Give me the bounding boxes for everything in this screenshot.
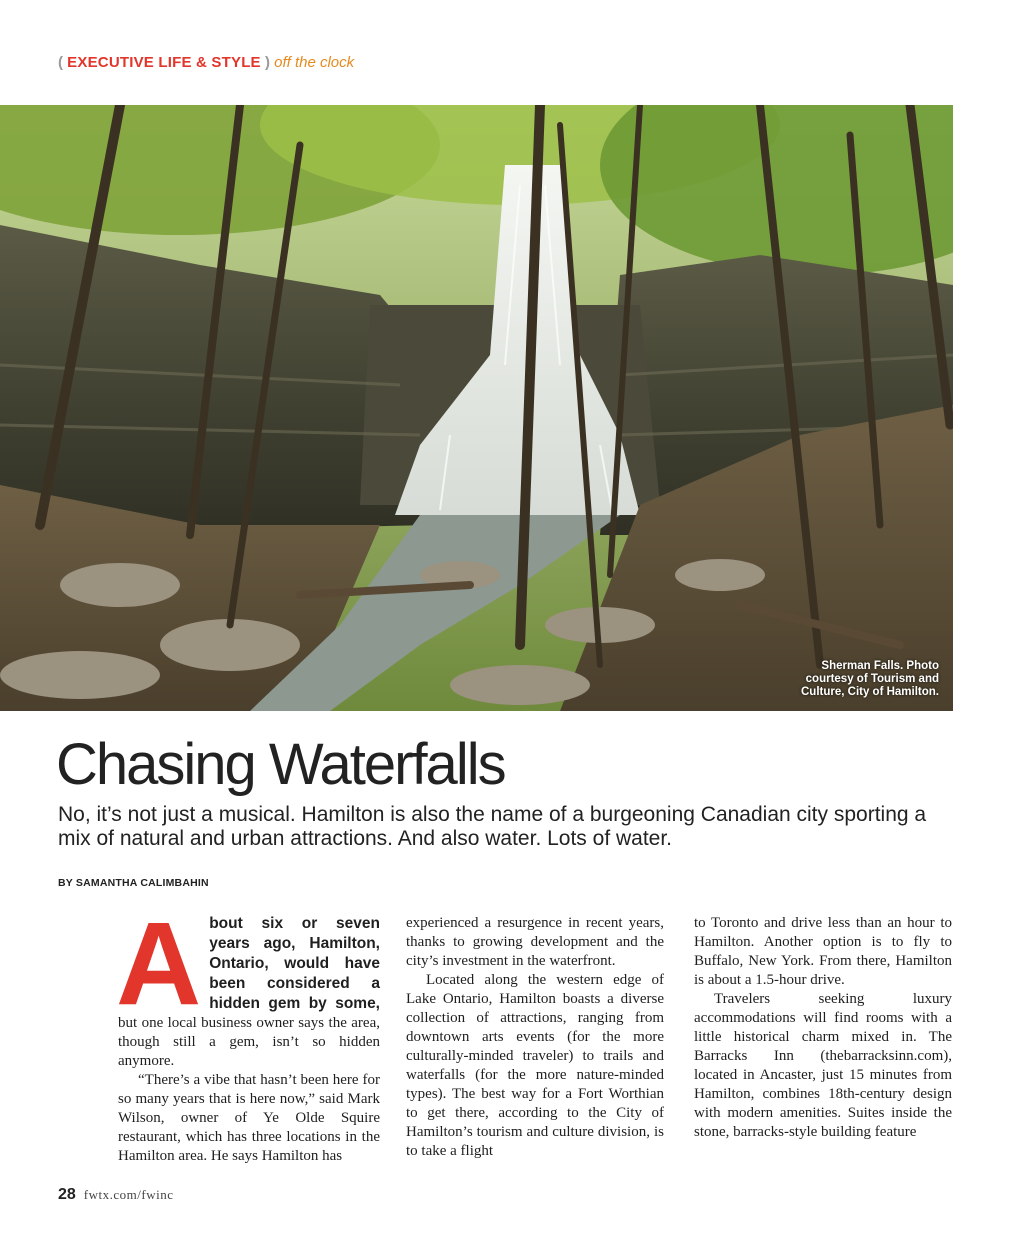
waterfall-photo <box>0 105 953 711</box>
subsection-name: off the clock <box>274 54 355 71</box>
article-paragraph: Travelers seeking luxury accommodations will find rooms with a little historical charm mixed in. The Barracks Inn (thebarracksinn.com), located in Ancaster, just 15 minutes from Hamilton, combines 18th-century design with modern amenities. Suites inside the stone, barracks-style building feature <box>694 991 952 1140</box>
section-tag <box>58 54 354 71</box>
section-name: EXECUTIVE LIFE & STYLE <box>67 54 261 71</box>
article-column-3 <box>694 914 952 1142</box>
site-url: fwtx.com/fwinc <box>83 1187 174 1202</box>
article-paragraph <box>116 898 380 1071</box>
page-number: 28 <box>58 1186 76 1203</box>
article-column-1 <box>116 898 380 1166</box>
article-paragraph: “There’s a vibe that hasn’t been here for so many years that is here now,” said Mark Wilson, owner of Ye Olde Squire restaurant, which has three locations in the Hamilton area. He says Hamilton has <box>118 1072 380 1164</box>
article-column-2 <box>406 914 664 1161</box>
article-paragraph: experienced a resurgence in recent years, thanks to growing development and the city’s investment in the waterfront. <box>406 915 664 969</box>
drop-cap: A <box>116 898 202 1030</box>
article-byline: BY SAMANTHA CALIMBAHIN <box>58 877 209 889</box>
article-deck: No, it’s not just a musical. Hamilton is also the name of a burgeoning Canadian city sporting a mix of natural and urban attractions. And also water. Lots of water. <box>58 803 927 850</box>
article-headline: Chasing Waterfalls <box>56 732 505 797</box>
photo-caption: Sherman Falls. Photo courtesy of Tourism and Culture, City of Hamilton. <box>801 660 939 698</box>
page-footer <box>58 1186 173 1204</box>
article-paragraph: to Toronto and drive less than an hour to Hamilton. Another option is to fly to Buffalo, New York. From there, Hamilton is about a 1.5-hour drive. <box>694 915 952 988</box>
paragraph-text: but one local business owner says the area, though still a gem, isn’t so hidden anymore. <box>118 1015 380 1069</box>
waterfall-illustration <box>0 105 953 711</box>
section-open-bracket: ( <box>58 54 63 71</box>
article-paragraph: Located along the western edge of Lake Ontario, Hamilton boasts a diverse collection of attractions, ranging from downtown arts events (for the more culturally-minded traveler) to trails and waterfalls (for the more nature-minded types). The best way for a Fort Worthian to get there, according to the City of Hamilton’s tourism and culture division, is to take a flight <box>406 972 664 1159</box>
section-close-bracket: ) <box>264 54 270 71</box>
lead-in: bout six or seven years ago, Hamilton, Ontario, would have been considered a hidden gem by some, <box>209 915 380 1012</box>
